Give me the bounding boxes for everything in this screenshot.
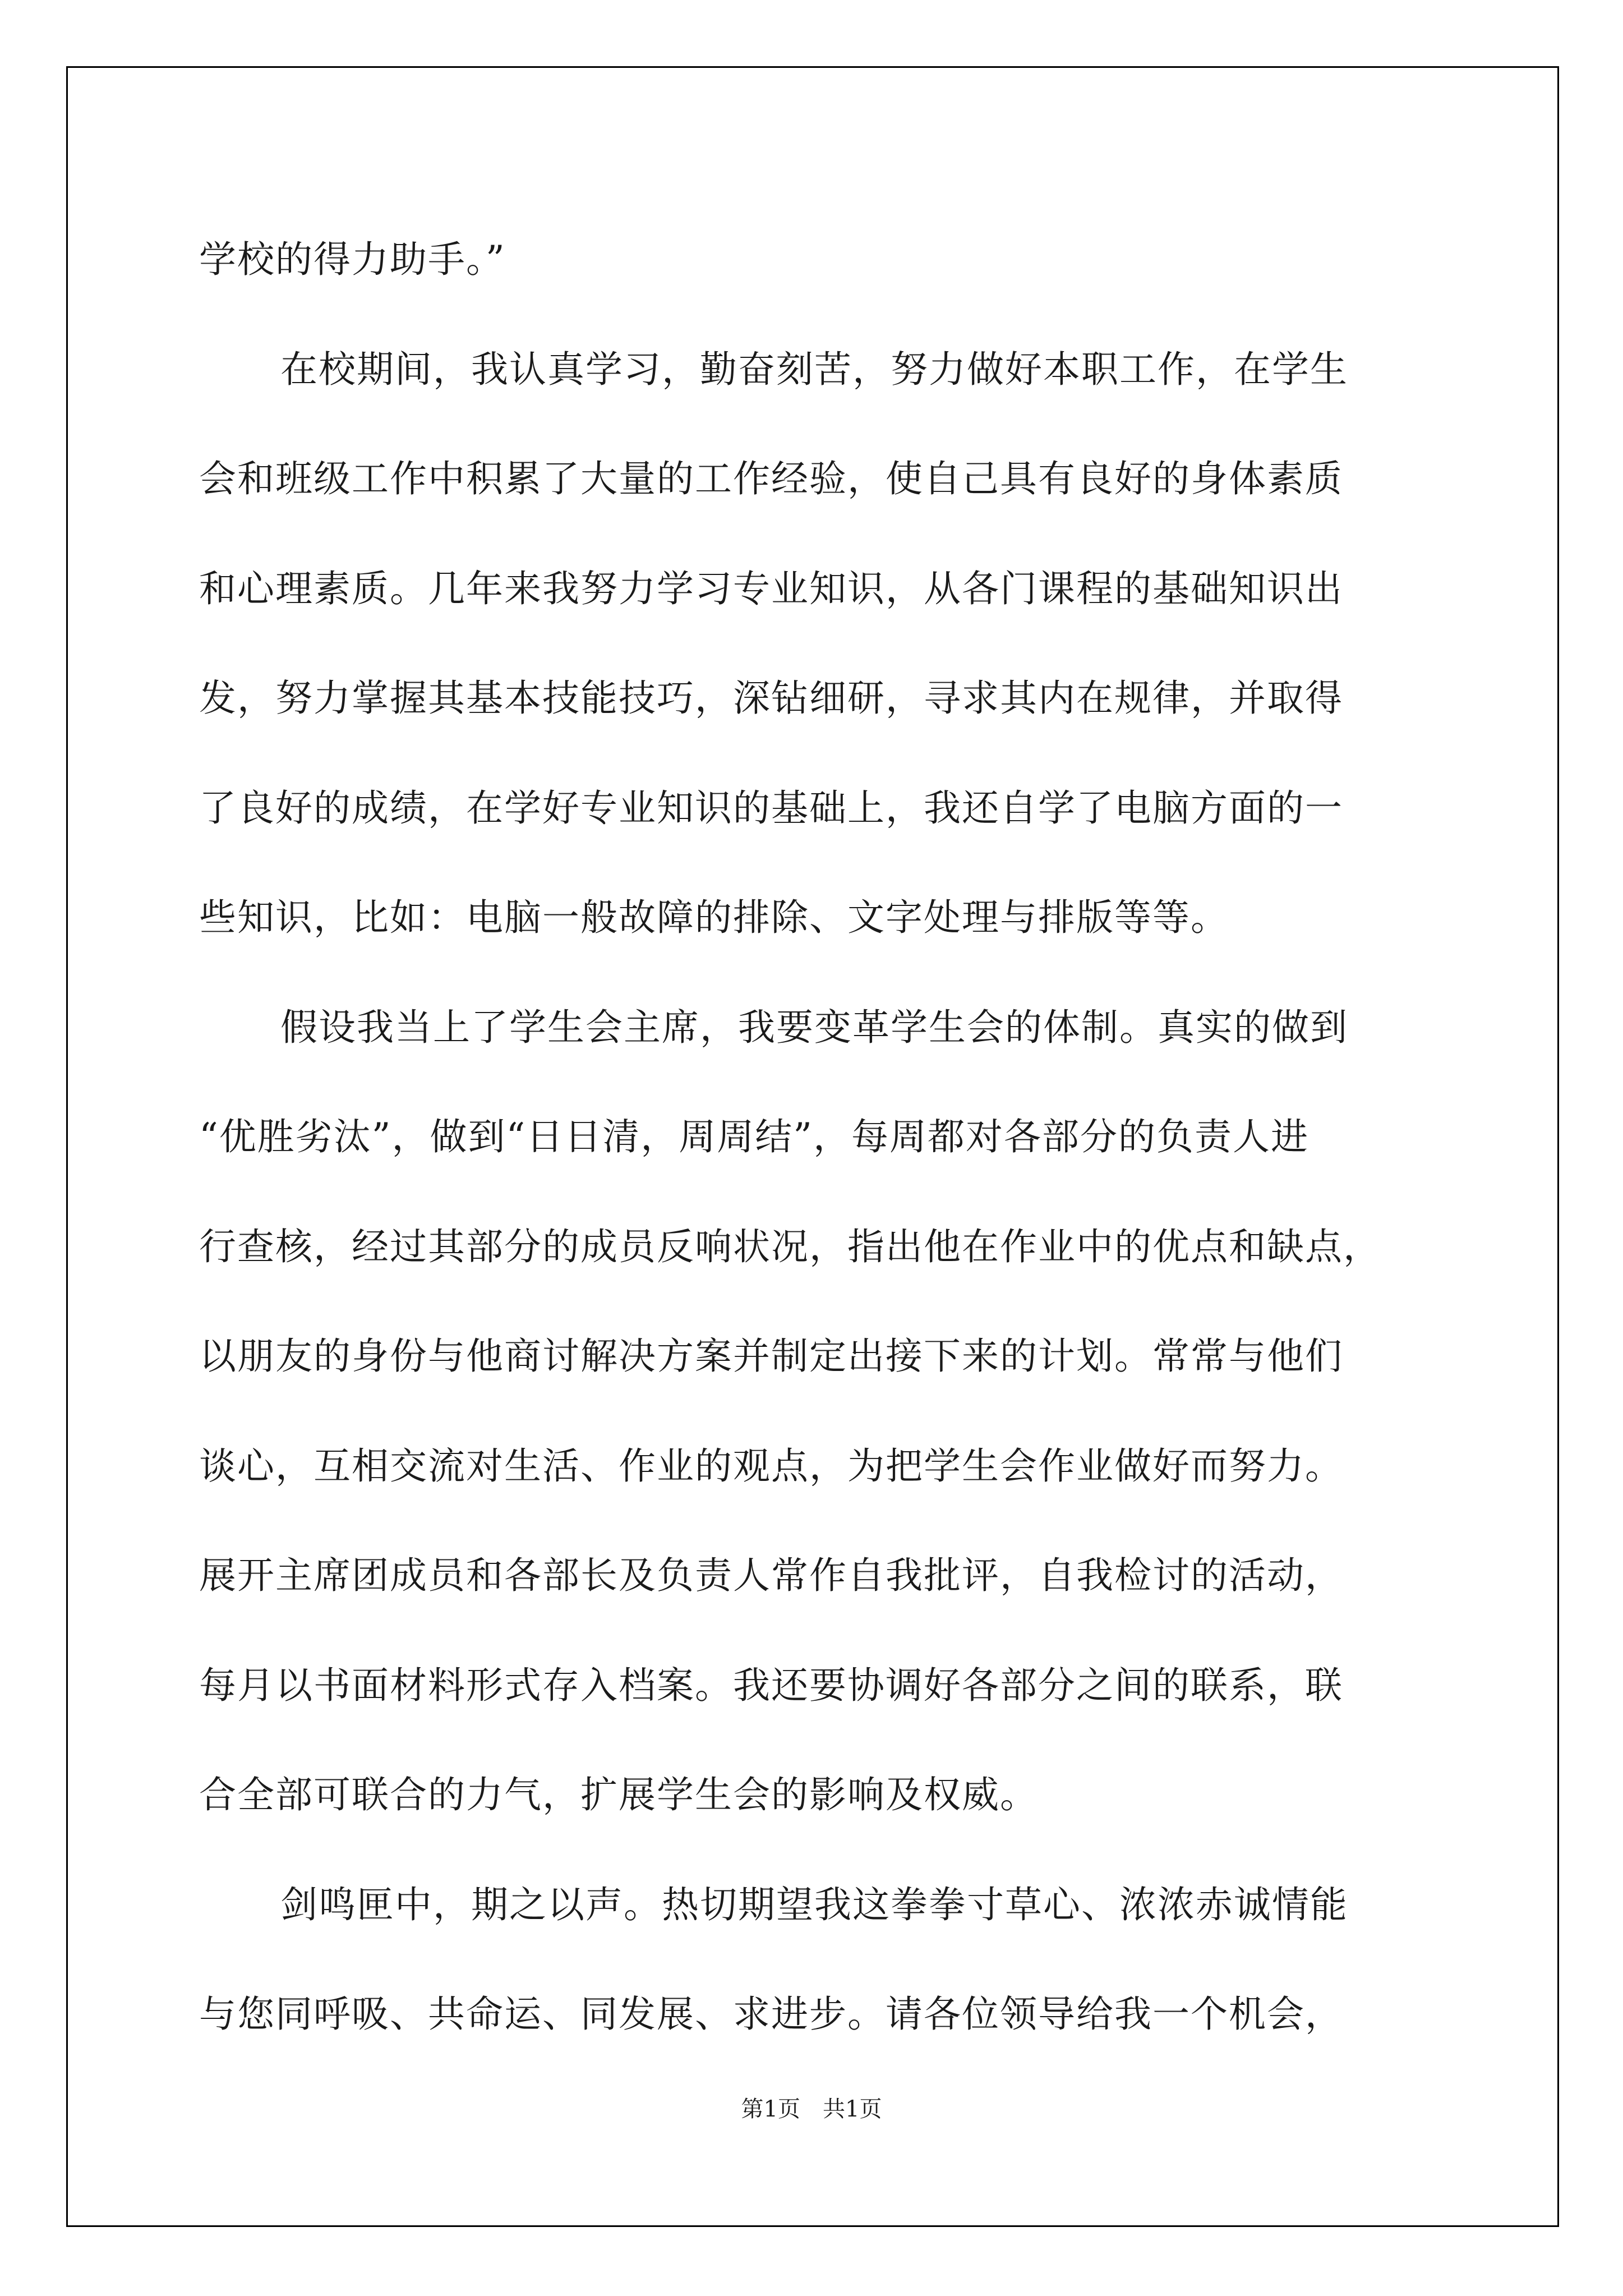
text-line: 合全部可联合的力气，扩展学生会的影响及权威。 (199, 1773, 1038, 1816)
text-line: 学校的得力助手。” (199, 238, 506, 281)
text-line: 会和班级工作中积累了大量的工作经验，使自己具有良好的身体素质 (199, 457, 1343, 500)
document-body (199, 205, 1441, 2069)
page-number-total: 共1页 (823, 2096, 882, 2122)
text-line: 了良好的成绩，在学好专业知识的基础上，我还自学了电脑方面的一 (199, 786, 1343, 830)
text-line: 和心理素质。几年来我努力学习专业知识，从各门课程的基础知识出 (199, 567, 1343, 610)
page-footer (0, 2091, 1623, 2123)
text-line: 假设我当上了学生会主席，我要变革学生会的体制。真实的做到 (280, 1005, 1348, 1049)
text-line: “优胜劣汰”，做到“日日清，周周结”，每周都对各部分的负责人进 (199, 1115, 1309, 1158)
text-line: 在校期间，我认真学习，勤奋刻苦，努力做好本职工作，在学生 (280, 347, 1348, 391)
text-line: 些知识，比如：电脑一般故障的排除、文字处理与排版等等。 (199, 896, 1229, 939)
text-line: 每月以书面材料形式存入档案。我还要协调好各部分之间的联系，联 (199, 1663, 1343, 1707)
text-line: 谈心，互相交流对生活、作业的观点，为把学生会作业做好而努力。 (199, 1444, 1343, 1488)
text-line: 展开主席团成员和各部长及负责人常作自我批评，自我检讨的活动， (199, 1554, 1343, 1597)
text-line: 发，努力掌握其基本技能技巧，深钻细研，寻求其内在规律，并取得 (199, 677, 1343, 720)
text-line: 以朋友的身份与他商讨解决方案并制定出接下来的计划。常常与他们 (199, 1335, 1343, 1378)
page-number-current: 第1页 (741, 2096, 800, 2122)
text-line: 行查核，经过其部分的成员反响状况，指出他在作业中的优点和缺点， (199, 1225, 1381, 1268)
text-line: 剑鸣匣中，期之以声。热切期望我这拳拳寸草心、浓浓赤诚情能 (280, 1883, 1348, 1926)
text-line: 与您同呼吸、共命运、同发展、求进步。请各位领导给我一个机会， (199, 1993, 1343, 2036)
